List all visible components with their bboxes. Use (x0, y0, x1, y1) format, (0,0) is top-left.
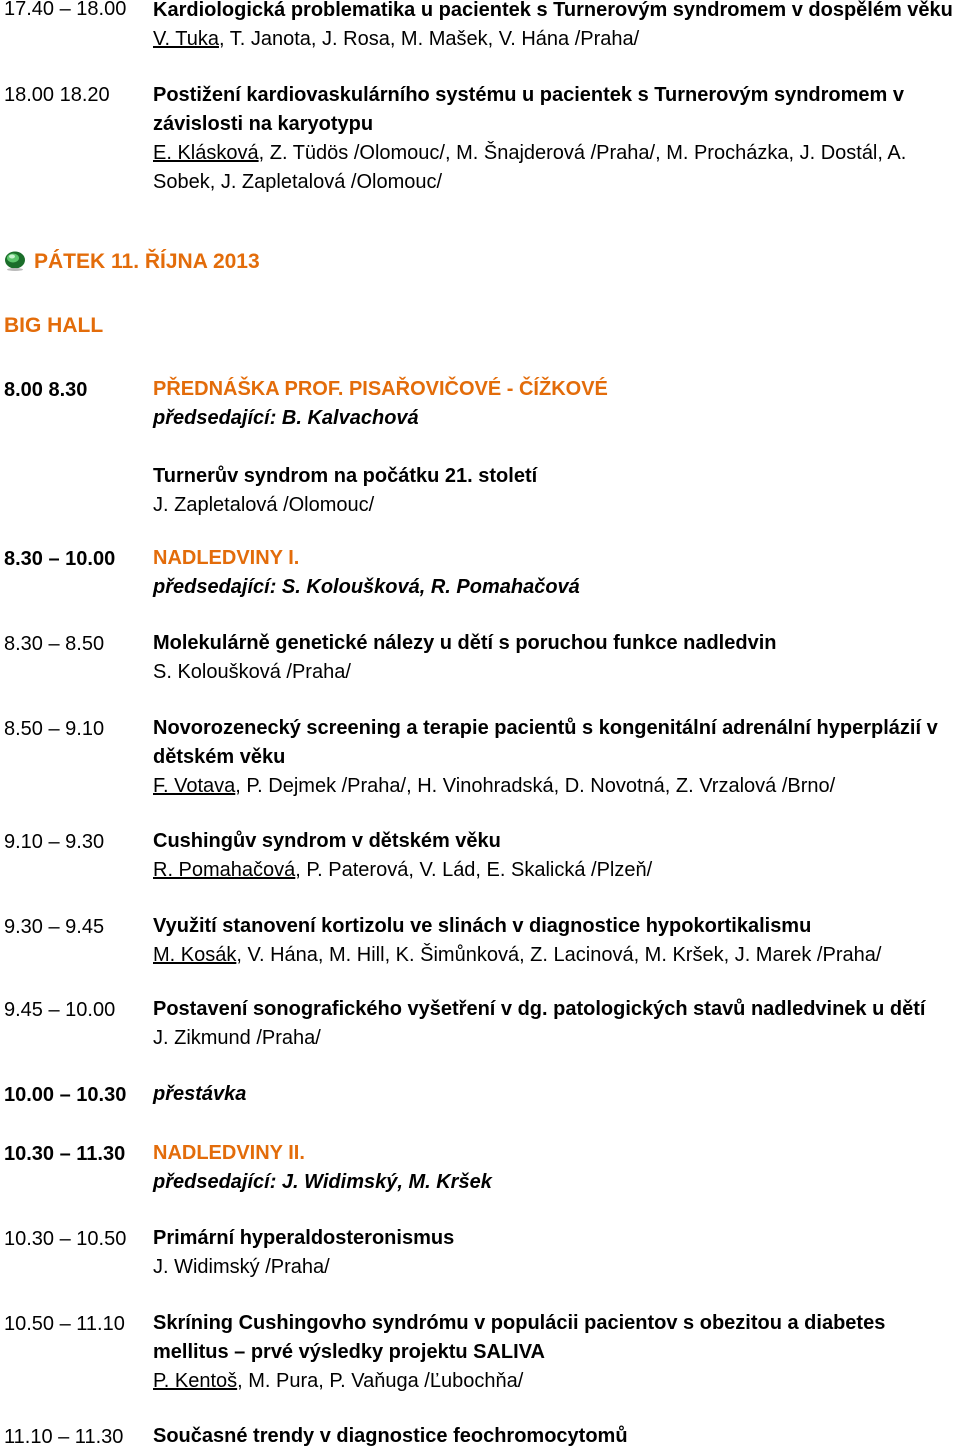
item-authors: M. Kosák, V. Hána, M. Hill, K. Šimůnková, Z. Lacinová, M. Kršek, J. Marek /Praha/ (153, 944, 882, 966)
item-title: Novorozenecký screening a terapie pacientů s kongenitální adrenální hyperplázií v (153, 717, 938, 739)
item-authors: F. Votava, P. Dejmek /Praha/, H. Vinohradská, D. Novotná, Z. Vrzalová /Brno/ (153, 775, 836, 797)
item-title: Primární hyperaldosteronismus (153, 1227, 455, 1249)
item-time: 17.40 – 18.00 (4, 0, 127, 20)
chairs: předsedající: S. Koloušková, R. Pomahačová (153, 576, 580, 598)
presenter: E. Klásková (153, 142, 259, 164)
item-authors: V. Tuka, T. Janota, J. Rosa, M. Mašek, V. Hána /Praha/ (153, 28, 640, 50)
item-title: Postižení kardiovaskulárního systému u pacientek s Turnerovým syndromem v (153, 84, 904, 106)
item-time: 18.00 18.20 (4, 84, 110, 106)
presenter: V. Tuka (153, 28, 219, 50)
item-title-cont: závislosti na karyotypu (153, 113, 374, 135)
day-title: PÁTEK 11. ŘÍJNA 2013 (34, 250, 260, 273)
item-authors: R. Pomahačová, P. Paterová, V. Lád, E. Skalická /Plzeň/ (153, 859, 653, 881)
chairs: předsedající: B. Kalvachová (153, 407, 419, 429)
item-title: Molekulárně genetické nálezy u dětí s poruchou funkce nadledvin (153, 632, 777, 654)
item-time: 8.50 – 9.10 (4, 718, 105, 740)
session-title: NADLEDVINY I. (153, 547, 300, 569)
item-title: Cushingův syndrom v dětském věku (153, 830, 501, 852)
item-authors: J. Zapletalová /Olomouc/ (153, 494, 375, 516)
item-time: 8.30 – 8.50 (4, 633, 105, 655)
globe-bullet-icon (4, 251, 26, 277)
item-authors: E. Klásková, Z. Tüdös /Olomouc/, M. Šnajderová /Praha/, M. Procházka, J. Dostál, A. (153, 142, 907, 164)
item-title: Současné trendy v diagnostice feochromocytomů (153, 1425, 628, 1447)
item-time: 9.45 – 10.00 (4, 999, 116, 1021)
item-time: 10.50 – 11.10 (4, 1313, 125, 1335)
item-time: 8.30 – 10.00 (4, 548, 116, 570)
item-title-cont: dětském věku (153, 746, 286, 768)
item-time: 10.00 – 10.30 (4, 1084, 127, 1106)
item-authors: S. Koloušková /Praha/ (153, 661, 351, 683)
item-title: Postavení sonografického vyšetření v dg. patologických stavů nadledvinek u dětí (153, 998, 926, 1020)
item-title: Turnerův syndrom na počátku 21. století (153, 465, 538, 487)
item-time: 10.30 – 10.50 (4, 1228, 127, 1250)
hall-heading: BIG HALL (4, 314, 104, 337)
day-heading (4, 250, 260, 277)
item-title: Využití stanovení kortizolu ve slinách v diagnostice hypokortikalismu (153, 915, 812, 937)
item-time: 9.30 – 9.45 (4, 916, 105, 938)
item-authors: P. Kentoš, M. Pura, P. Vaňuga /Ľubochňa/ (153, 1370, 524, 1392)
item-authors: J. Widimský /Praha/ (153, 1256, 330, 1278)
item-time: 9.10 – 9.30 (4, 831, 105, 853)
session-title: NADLEDVINY II. (153, 1142, 305, 1164)
item-title-cont: mellitus – prvé výsledky projektu SALIVA (153, 1341, 545, 1363)
item-authors: J. Zikmund /Praha/ (153, 1027, 321, 1049)
item-time: 8.00 8.30 (4, 379, 88, 401)
presenter: F. Votava (153, 775, 236, 797)
item-authors-cont: Sobek, J. Zapletalová /Olomouc/ (153, 171, 443, 193)
break-label: přestávka (153, 1083, 247, 1105)
presenter: P. Kentoš (153, 1370, 238, 1392)
chairs: předsedající: J. Widimský, M. Kršek (153, 1171, 492, 1193)
item-time: 11.10 – 11.30 (4, 1426, 124, 1448)
item-title: Skríning Cushingovho syndrómu v populácii pacientov s obezitou a diabetes (153, 1312, 886, 1334)
item-title: Kardiologická problematika u pacientek s Turnerovým syndromem v dospělém věku (153, 0, 953, 21)
session-title: PŘEDNÁŠKA PROF. PISAŘOVIČOVÉ - ČÍŽKOVÉ (153, 378, 608, 400)
item-time: 10.30 – 11.30 (4, 1143, 126, 1165)
presenter: M. Kosák (153, 944, 237, 966)
presenter: R. Pomahačová (153, 859, 296, 881)
